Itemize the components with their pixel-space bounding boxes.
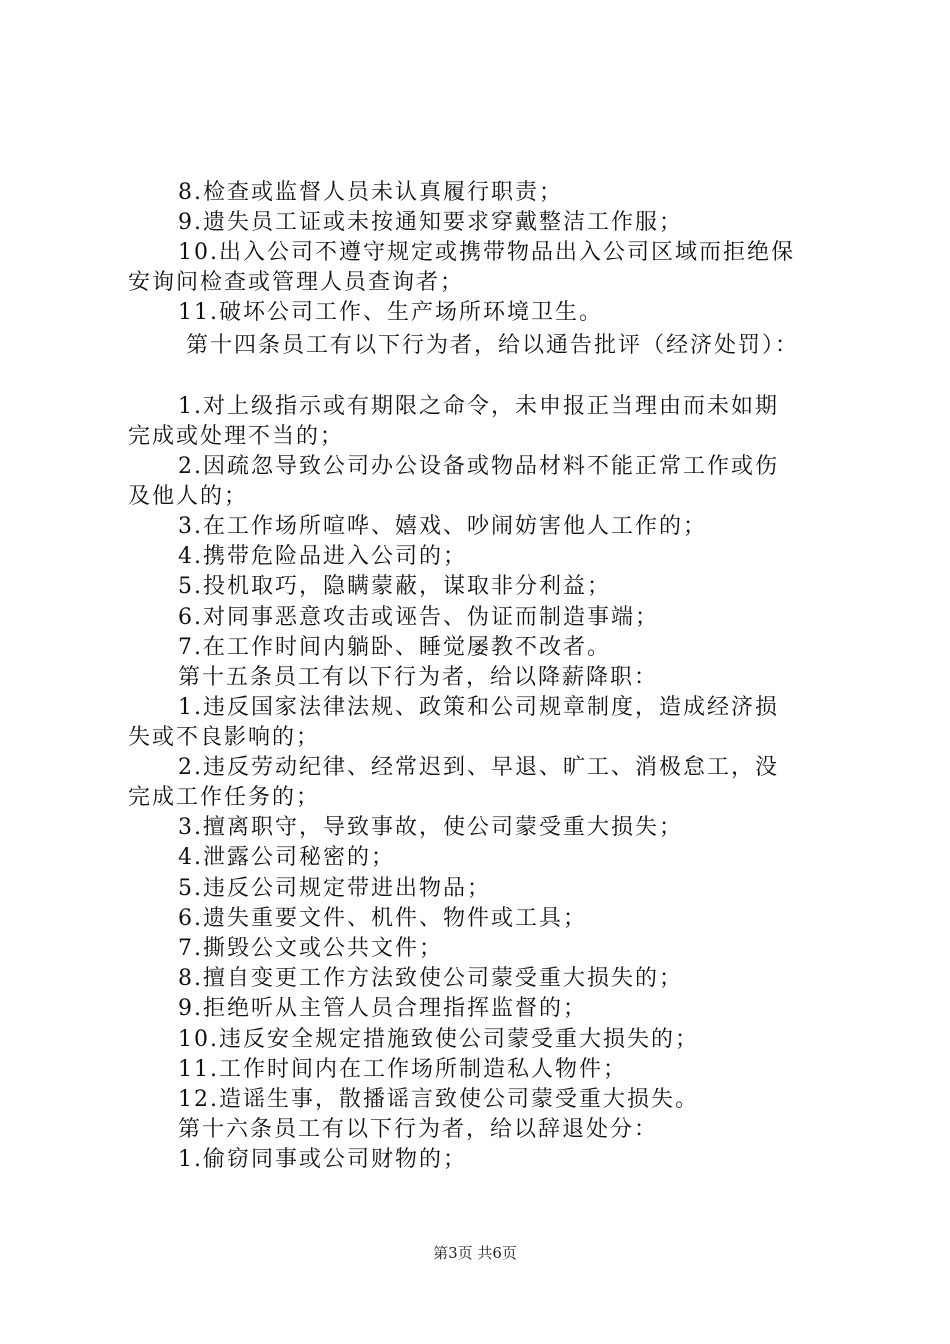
- text-line: 3.擅离职守，导致事故，使公司蒙受重大损失；: [178, 815, 683, 840]
- text-line: 10.违反安全规定措施致使公司蒙受重大损失的；: [178, 1027, 699, 1052]
- text-line: 5.违反公司规定带进出物品；: [178, 876, 491, 901]
- text-line: 1.对上级指示或有期限之命令，未申报正当理由而未如期: [178, 394, 779, 419]
- text-line: 11.工作时间内在工作场所制造私人物件；: [178, 1057, 627, 1082]
- text-line: 7.撕毁公文或公共文件；: [178, 936, 443, 961]
- text-line: 7.在工作时间内躺卧、睡觉屡教不改者。: [178, 635, 611, 660]
- article-heading: 第十六条员工有以下行为者，给以辞退处分：: [178, 1117, 659, 1142]
- text-line: 6.遗失重要文件、机件、物件或工具；: [178, 906, 587, 931]
- text-line: 3.在工作场所喧哗、嬉戏、吵闹妨害他人工作的；: [178, 514, 707, 539]
- text-line: 8.擅自变更工作方法致使公司蒙受重大损失的；: [178, 966, 683, 991]
- text-line: 10.出入公司不遵守规定或携带物品出入公司区域而拒绝保: [178, 240, 795, 265]
- text-line: 5.投机取巧，隐瞒蒙蔽，谋取非分利益；: [178, 574, 611, 599]
- text-line: 4.携带危险品进入公司的；: [178, 544, 467, 569]
- text-line: 6.对同事恶意攻击或诬告、伪证而制造事端；: [178, 605, 659, 630]
- text-line: 8.检查或监督人员未认真履行职责；: [178, 180, 563, 205]
- text-line: 安询问检查或管理人员查询者；: [128, 270, 465, 295]
- text-line: 2.因疏忽导致公司办公设备或物品材料不能正常工作或伤: [178, 454, 779, 479]
- text-line: 2.违反劳动纪律、经常迟到、早退、旷工、消极怠工，没: [178, 755, 779, 780]
- text-line: 失或不良影响的；: [128, 725, 321, 750]
- text-line: 9.拒绝听从主管人员合理指挥监督的；: [178, 996, 587, 1021]
- page-footer: 第3页 共6页: [433, 1244, 517, 1262]
- text-line: 11.破坏公司工作、生产场所环境卫生。: [178, 300, 603, 325]
- text-line: 1.偷窃同事或公司财物的；: [178, 1147, 467, 1172]
- text-line: 9.遗失员工证或未按通知要求穿戴整洁工作服；: [178, 210, 683, 235]
- text-line: 完成或处理不当的；: [128, 424, 345, 449]
- article-heading: 第十四条员工有以下行为者，给以通告批评（经济处罚）：: [186, 333, 800, 358]
- text-line: 12.造谣生事，散播谣言致使公司蒙受重大损失。: [178, 1087, 699, 1112]
- text-line: 完成工作任务的；: [128, 785, 321, 810]
- article-heading: 第十五条员工有以下行为者，给以降薪降职：: [178, 665, 659, 690]
- text-line: 4.泄露公司秘密的；: [178, 845, 395, 870]
- text-line: 1.违反国家法律法规、政策和公司规章制度，造成经济损: [178, 695, 779, 720]
- text-line: 及他人的；: [128, 484, 249, 509]
